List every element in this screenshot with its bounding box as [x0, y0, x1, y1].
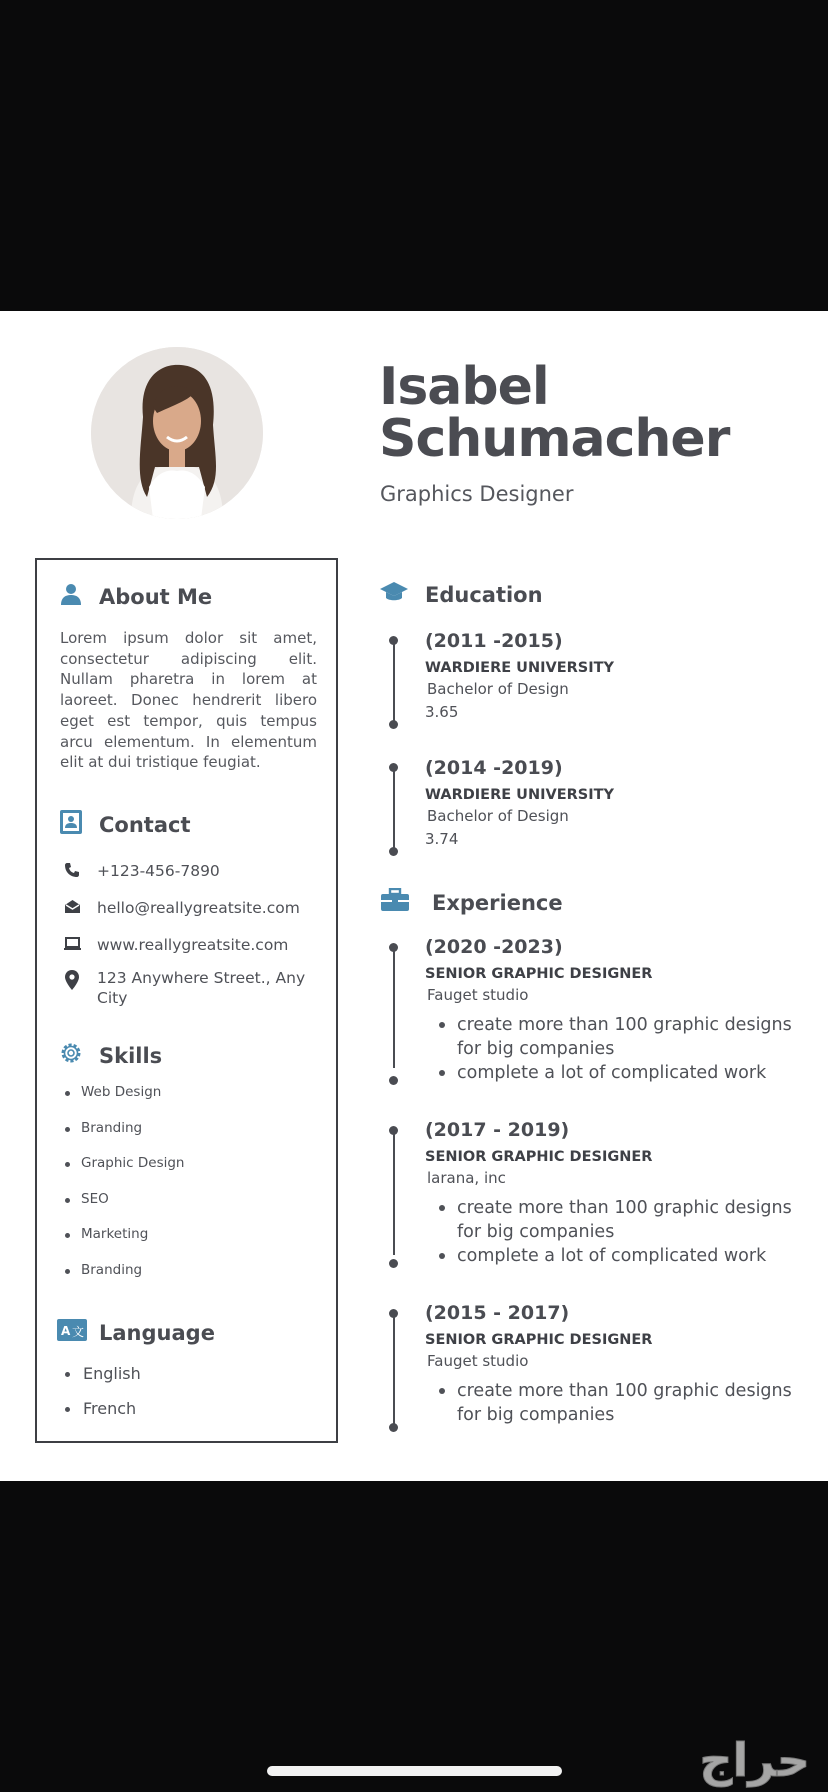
full-name [379, 357, 730, 469]
skill-item: Marketing [65, 1226, 185, 1262]
skill-item: Branding [65, 1262, 185, 1298]
timeline-line [393, 1314, 395, 1427]
experience-heading [380, 888, 563, 917]
experience-bullet: create more than 100 graphic designs for big companies [457, 1013, 805, 1061]
about-text: Lorem ipsum dolor sit amet, consectetur adipiscing elit. Nullam pharetra in lorem at laoreet. Donec hendrerit libero eget est tempor, quis tempus arcu elementum. In elementum elit at dui tristique feugiat. [60, 629, 317, 772]
experience-bullet: create more than 100 graphic designs for big companies [457, 1196, 805, 1244]
haraj-watermark-logo [600, 1730, 820, 1790]
timeline-line [393, 768, 395, 851]
timeline-line [393, 641, 395, 724]
resume-page [0, 311, 828, 1481]
language-heading [57, 1319, 215, 1346]
contact-book-icon [59, 809, 85, 840]
experience-title: Experience [432, 890, 563, 915]
experience-entry [425, 935, 805, 1085]
skill-item: Branding [65, 1120, 185, 1156]
svg-text:文: 文 [72, 1325, 85, 1339]
education-entry [425, 756, 805, 850]
education-years: (2014 -2019) [425, 757, 563, 779]
language-title: Language [99, 1320, 215, 1345]
experience-entry [425, 1301, 805, 1427]
experience-bullet: complete a lot of complicated work [457, 1061, 805, 1085]
education-degree: Bachelor of Design [427, 680, 569, 698]
timeline-line [393, 948, 395, 1068]
skill-item: Graphic Design [65, 1155, 185, 1191]
skill-item: Web Design [65, 1084, 185, 1120]
graduation-cap-icon [379, 580, 409, 609]
experience-years: (2020 -2023) [425, 936, 563, 958]
envelope-icon [59, 898, 85, 914]
experience-role: SENIOR GRAPHIC DESIGNER [425, 1149, 653, 1165]
contact-email [59, 898, 317, 918]
timeline-dot [389, 1423, 398, 1432]
timeline-dot [389, 1076, 398, 1085]
skills-list [65, 1084, 185, 1298]
location-pin-icon [59, 968, 85, 991]
skills-heading [59, 1041, 162, 1070]
experience-bullet: complete a lot of complicated work [457, 1244, 805, 1268]
about-title: About Me [99, 584, 213, 609]
education-gpa: 3.65 [425, 703, 459, 721]
briefcase-icon [380, 888, 410, 917]
education-degree: Bachelor of Design [427, 807, 569, 825]
last-name: Schumacher [379, 409, 730, 469]
experience-years: (2015 - 2017) [425, 1302, 570, 1324]
experience-company: Fauget studio [427, 1352, 529, 1370]
phone-icon [59, 861, 85, 878]
experience-company: Fauget studio [427, 986, 529, 1004]
timeline-line [393, 1131, 395, 1255]
experience-bullets [425, 1196, 805, 1268]
education-years: (2011 -2015) [425, 630, 563, 652]
contact-phone [59, 861, 317, 881]
experience-bullet: create more than 100 graphic designs for big companies [457, 1379, 805, 1427]
left-panel [35, 558, 338, 1443]
contact-heading [59, 809, 191, 840]
experience-entry [425, 1118, 805, 1268]
gear-icon [59, 1041, 85, 1070]
contact-title: Contact [99, 812, 191, 837]
timeline-dot [389, 1259, 398, 1268]
education-entry [425, 629, 805, 723]
timeline-dot [389, 720, 398, 729]
skill-item: SEO [65, 1191, 185, 1227]
address-text: 123 Anywhere Street., Any City [97, 969, 306, 1007]
job-title: Graphics Designer [380, 482, 574, 506]
svg-text:A: A [61, 1324, 71, 1338]
about-heading [59, 582, 212, 611]
education-title: Education [425, 582, 543, 607]
language-list [65, 1364, 141, 1434]
contact-address [59, 968, 317, 1008]
home-indicator[interactable] [267, 1766, 562, 1776]
phone-text: +123-456-7890 [97, 862, 220, 880]
education-school: WARDIERE UNIVERSITY [425, 787, 615, 803]
experience-years: (2017 - 2019) [425, 1119, 570, 1141]
email-text: hello@reallygreatsite.com [97, 899, 300, 917]
experience-role: SENIOR GRAPHIC DESIGNER [425, 1332, 653, 1348]
language-item: English [65, 1364, 141, 1399]
education-heading [379, 580, 543, 609]
experience-bullets [425, 1379, 805, 1427]
experience-bullets [425, 1013, 805, 1085]
first-name: Isabel [379, 357, 549, 417]
timeline-dot [389, 847, 398, 856]
translate-icon [57, 1319, 87, 1346]
experience-company: larana, inc [427, 1169, 506, 1187]
contact-website [59, 935, 317, 955]
skills-title: Skills [99, 1043, 163, 1068]
website-text: www.reallygreatsite.com [97, 936, 289, 954]
profile-photo [91, 347, 263, 519]
education-gpa: 3.74 [425, 830, 459, 848]
experience-role: SENIOR GRAPHIC DESIGNER [425, 966, 653, 982]
laptop-icon [59, 935, 85, 951]
watermark-text: حراج [699, 1733, 810, 1787]
language-item: French [65, 1399, 141, 1434]
person-icon [59, 582, 85, 611]
education-school: WARDIERE UNIVERSITY [425, 660, 615, 676]
